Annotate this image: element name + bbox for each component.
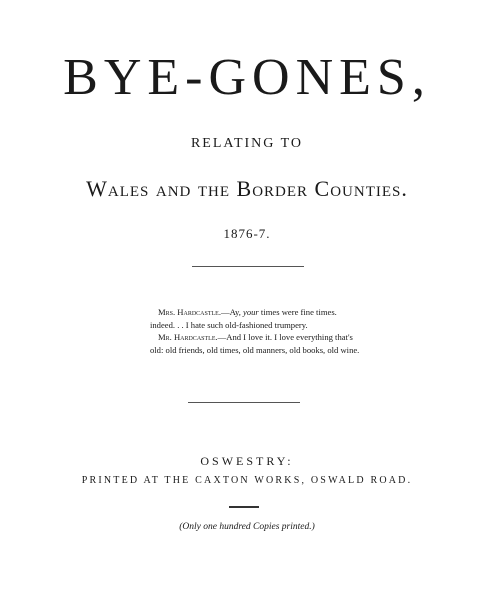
book-title: BYE-GONES, [63,49,431,106]
epigraph-emphasis: your [243,307,259,317]
epigraph-text-1a: —Ay, [220,307,244,317]
subtitle-relating-to: RELATING TO [190,136,304,151]
divider-rule-short [229,506,259,508]
divider-rule-top [192,266,304,267]
epigraph [150,306,360,356]
epigraph-paragraph-2 [150,331,360,356]
publication-years: 1876-7. [223,226,271,241]
epigraph-text-1b: times were fine times. indeed. . . I hate such old-fashioned trumpery. [150,307,337,330]
epigraph-text-2: —And I love it. I love everything that's old: old friends, old times, old manners, old books, old wine. [150,332,360,355]
subtitle-region: Wales and the Border Counties. [86,176,408,201]
print-run-note: (Only one hundred Copies printed.) [179,522,315,532]
epigraph-speaker-1: Mrs. Hardcastle. [158,307,221,317]
imprint-printer: PRINTED AT THE CAXTON WORKS, OSWALD ROAD. [81,475,413,486]
epigraph-speaker-2: Mr. Hardcastle. [158,332,218,342]
divider-rule-middle [188,402,300,403]
epigraph-paragraph-1 [150,306,360,331]
imprint-place: OSWESTRY: [200,454,294,468]
